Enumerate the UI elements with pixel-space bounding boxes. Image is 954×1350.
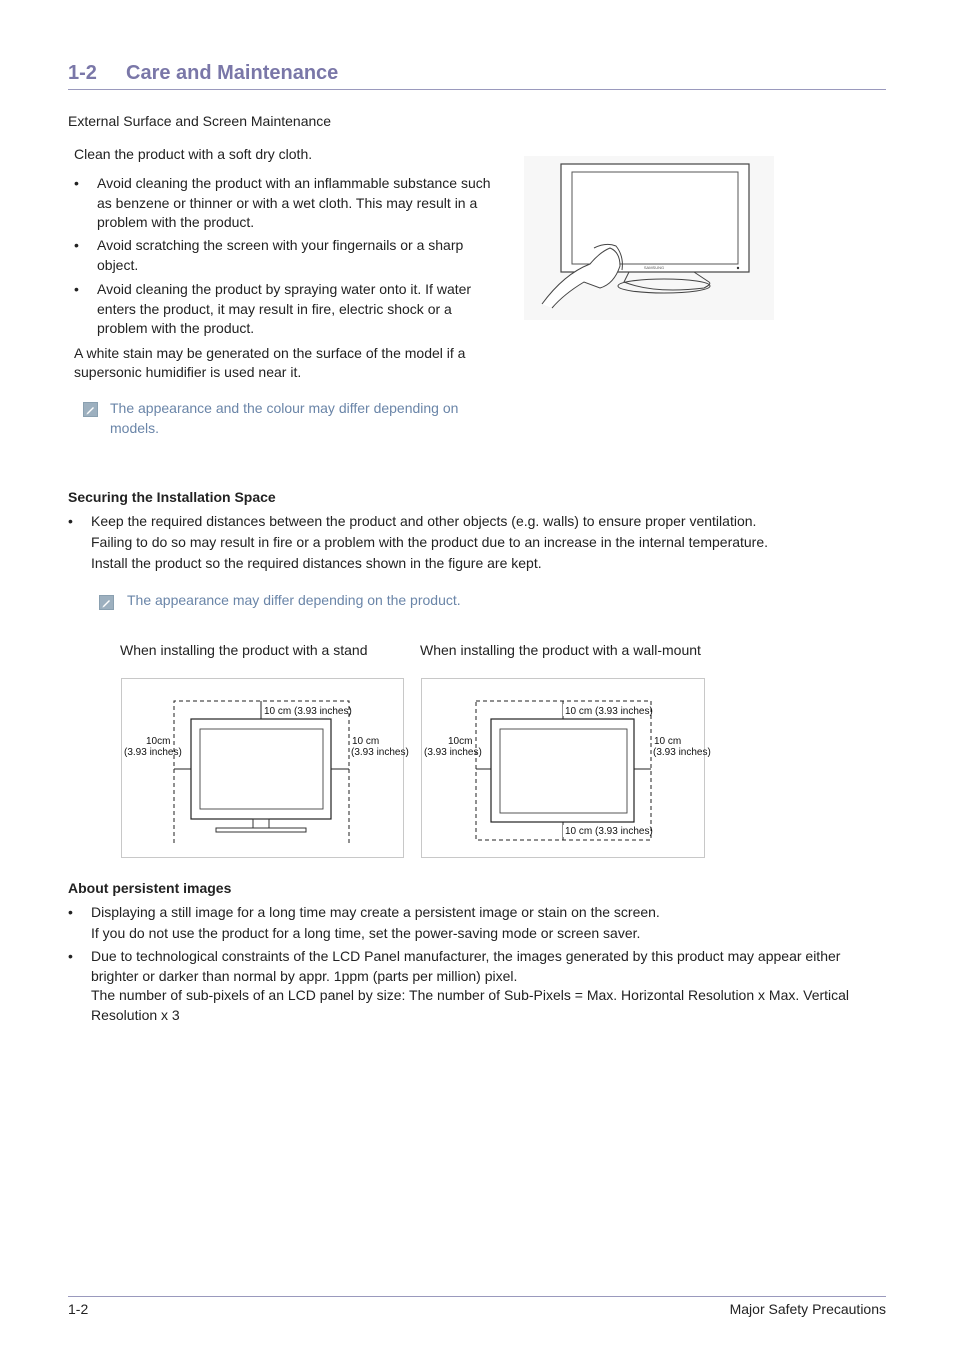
stand-clearance-figure — [121, 678, 409, 858]
footer-rule — [68, 1296, 886, 1297]
right-clearance-cm: 10 cm — [654, 736, 682, 747]
appearance-note: The appearance and the colour may differ depending on models. — [110, 400, 459, 436]
persistent-heading: About persistent images — [68, 880, 232, 896]
external-heading: External Surface and Screen Maintenance — [68, 113, 332, 129]
page-title — [68, 62, 338, 85]
installation-heading: Securing the Installation Space — [68, 489, 276, 505]
header-rule — [68, 89, 886, 90]
page-number: 1-2 — [68, 1301, 89, 1317]
stand-caption: When installing the product with a stand — [120, 642, 368, 658]
cleaning-illustration — [524, 156, 774, 320]
stain-note: A white stain may be generated on the surface of the model if a supersonic humidifier is used near it. — [74, 345, 466, 380]
wall-caption: When installing the product with a wall-mount — [420, 642, 701, 658]
wall-clearance-figure — [421, 678, 711, 858]
top-clearance-label: 10 cm (3.93 inches) — [565, 706, 653, 717]
chapter-name: Major Safety Precautions — [729, 1301, 886, 1317]
note-icon — [99, 595, 114, 610]
right-clearance-cm: 10 cm — [352, 736, 380, 747]
note-icon — [83, 402, 98, 417]
bottom-clearance-label: 10 cm (3.93 inches) — [565, 826, 653, 837]
left-clearance-in: (3.93 inches) — [124, 747, 182, 758]
right-clearance-in: (3.93 inches) — [351, 747, 409, 758]
top-clearance-label: 10 cm (3.93 inches) — [264, 706, 352, 717]
brand-logo: SAMSUNG — [643, 265, 665, 270]
product-note: The appearance may differ depending on the product. — [127, 592, 461, 608]
section-title: Care and Maintenance — [126, 62, 339, 84]
monitor-cleaning-figure — [524, 156, 774, 320]
left-clearance-in: (3.93 inches) — [424, 747, 482, 758]
section-number: 1-2 — [68, 62, 97, 84]
left-clearance-cm: 10cm — [146, 736, 171, 747]
right-clearance-in: (3.93 inches) — [653, 747, 711, 758]
left-clearance-cm: 10cm — [448, 736, 473, 747]
clean-intro: Clean the product with a soft dry cloth. — [74, 146, 313, 162]
